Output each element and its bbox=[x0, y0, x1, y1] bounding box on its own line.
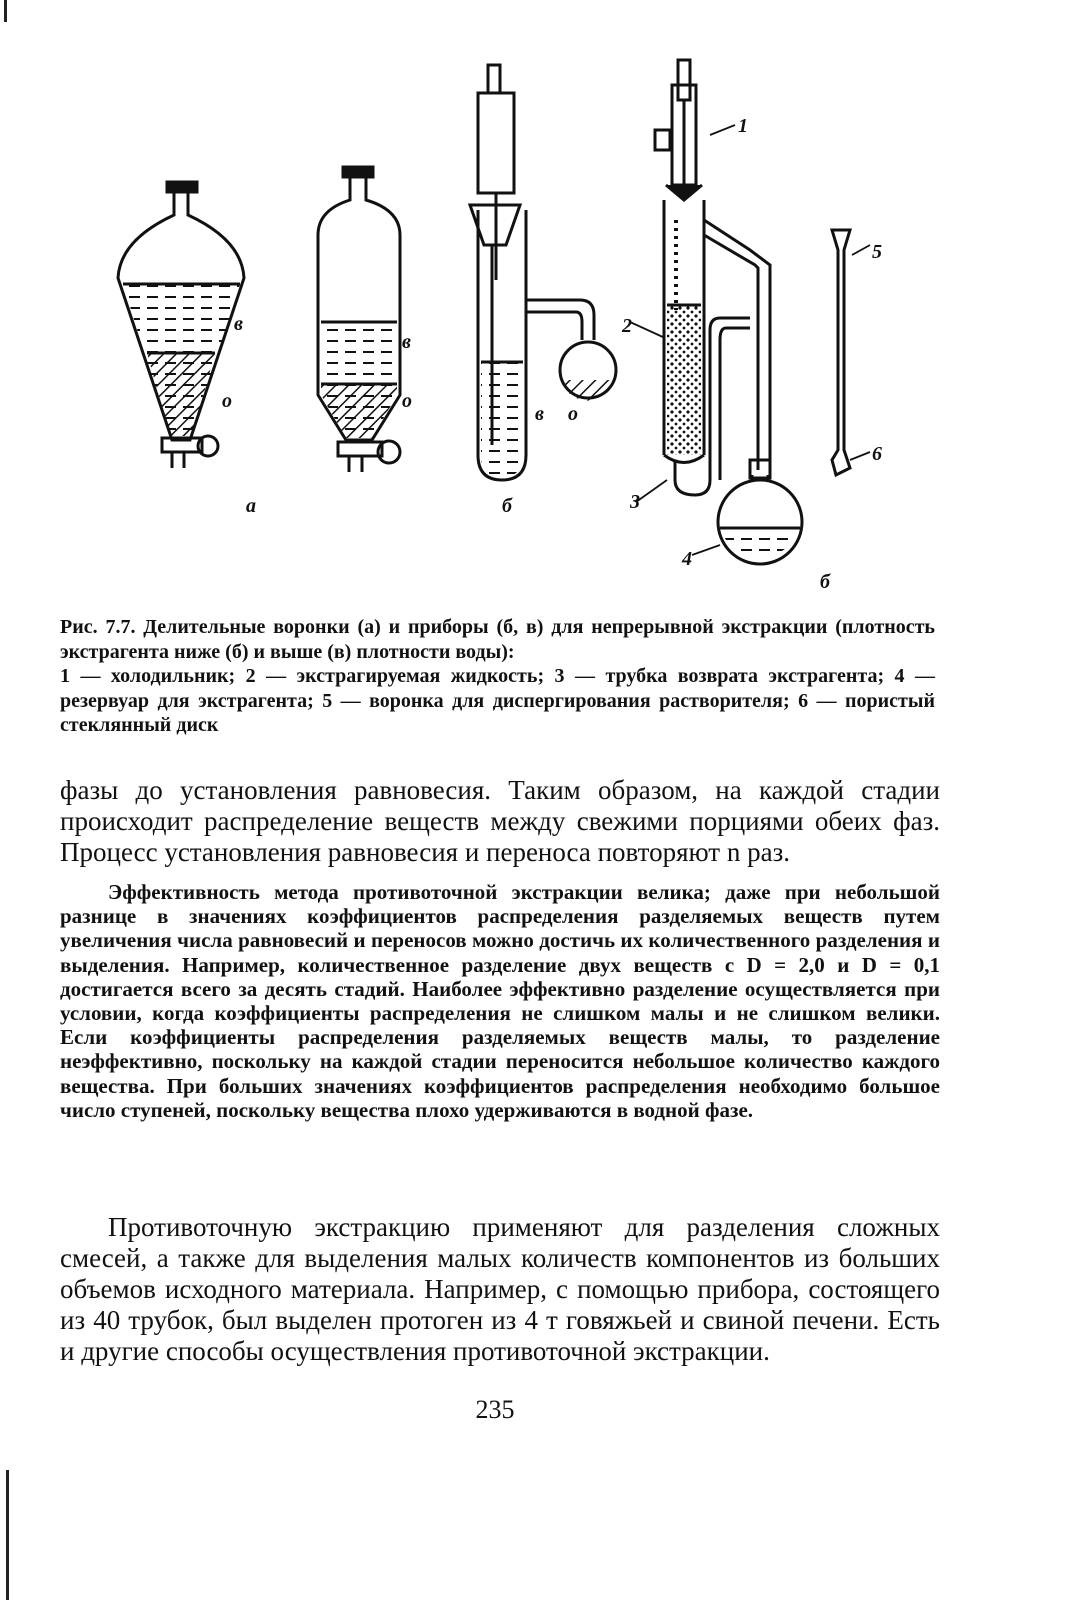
continuous-extractor-heavy-solvent bbox=[655, 60, 802, 564]
apparatus-drawing bbox=[110, 50, 950, 610]
label-d-n2: 2 bbox=[622, 315, 632, 337]
leader-lines bbox=[630, 125, 870, 555]
conical-separatory-funnel bbox=[118, 182, 244, 468]
solvent-disperser-funnel bbox=[832, 230, 850, 475]
label-c-letter: б bbox=[820, 571, 830, 593]
label-a-letter: а bbox=[246, 495, 256, 517]
caption-legend: 1 — холодильник; 2 — экстрагируемая жидкость; 3 — трубка возврата экстрагента; 4 — резервуар для экстрагента; 5 — воронка для диспергирования растворителя; 6 — пористый стеклянный диск bbox=[60, 665, 935, 736]
scan-edge-mark bbox=[4, 0, 7, 22]
label-a-phase-upper: в bbox=[234, 313, 243, 335]
label-e-n6: 6 bbox=[872, 443, 882, 465]
figure-caption bbox=[60, 615, 935, 738]
label-b-letter: б bbox=[502, 495, 512, 517]
paragraph-2: Эффективность метода противоточной экстракции велика; даже при небольшой разнице в значениях коэффициентов распределения разделяемых веществ путем увеличения числа равновесий и переносов можно достичь их количественного разделения и выделения. Например, количественное разделение двух веществ с D = 2,0 и D = 0,1 достигается всего за десять стадий. Наиболее эффективно разделение осуществляется при условии, когда коэффициенты распределения не слишком малы и не слишком велики. Если коэффициенты распределения разделяемых веществ малы, то разделение неэффективно, поскольку на каждой стадии переносится небольшое количество каждого вещества. При больших значениях коэффициентов распределения необходимо большое число ступеней, поскольку вещества плохо удерживаются в водной фазе. bbox=[60, 880, 940, 1122]
label-d-n3: 3 bbox=[630, 491, 640, 513]
paragraph-3: Противоточную экстракцию применяют для разделения сложных смесей, а также для выделения малых количеств компонентов из больших объемов исходного материала. Например, с помощью прибора, состоящего из 40 трубок, был выделен протоген из 4 т говяжьей и свиной печени. Есть и другие способы осуществления противоточной экстракции. bbox=[60, 1212, 940, 1366]
label-d-n1: 1 bbox=[738, 115, 748, 137]
figure-number: Рис. 7.7. bbox=[60, 616, 136, 638]
label-d-n4: 4 bbox=[682, 548, 692, 570]
scan-edge-mark bbox=[6, 1470, 9, 1600]
label-c-phase-upper: в bbox=[535, 403, 544, 425]
paragraph-1: фазы до установления равновесия. Таким образом, на каждой стадии происходит распределение веществ между свежими порциями обеих фаз. Процесс установления равновесия и переноса повторяют n раз. bbox=[60, 775, 940, 867]
label-a-phase-lower: о bbox=[222, 390, 232, 412]
label-b-phase-upper: в bbox=[402, 331, 411, 353]
label-b-phase-lower: о bbox=[402, 390, 412, 412]
page-number: 235 bbox=[475, 1395, 515, 1424]
label-c-phase-lower: о bbox=[568, 403, 578, 425]
figure-7-7 bbox=[110, 50, 950, 610]
cylindrical-separatory-funnel bbox=[318, 167, 400, 472]
caption-title: Делительные воронки (а) и приборы (б, в) для непрерывной экстракции (плотность экстрагента ниже (б) и выше (в) плотности воды): bbox=[60, 616, 935, 663]
label-e-n5: 5 bbox=[872, 241, 882, 263]
